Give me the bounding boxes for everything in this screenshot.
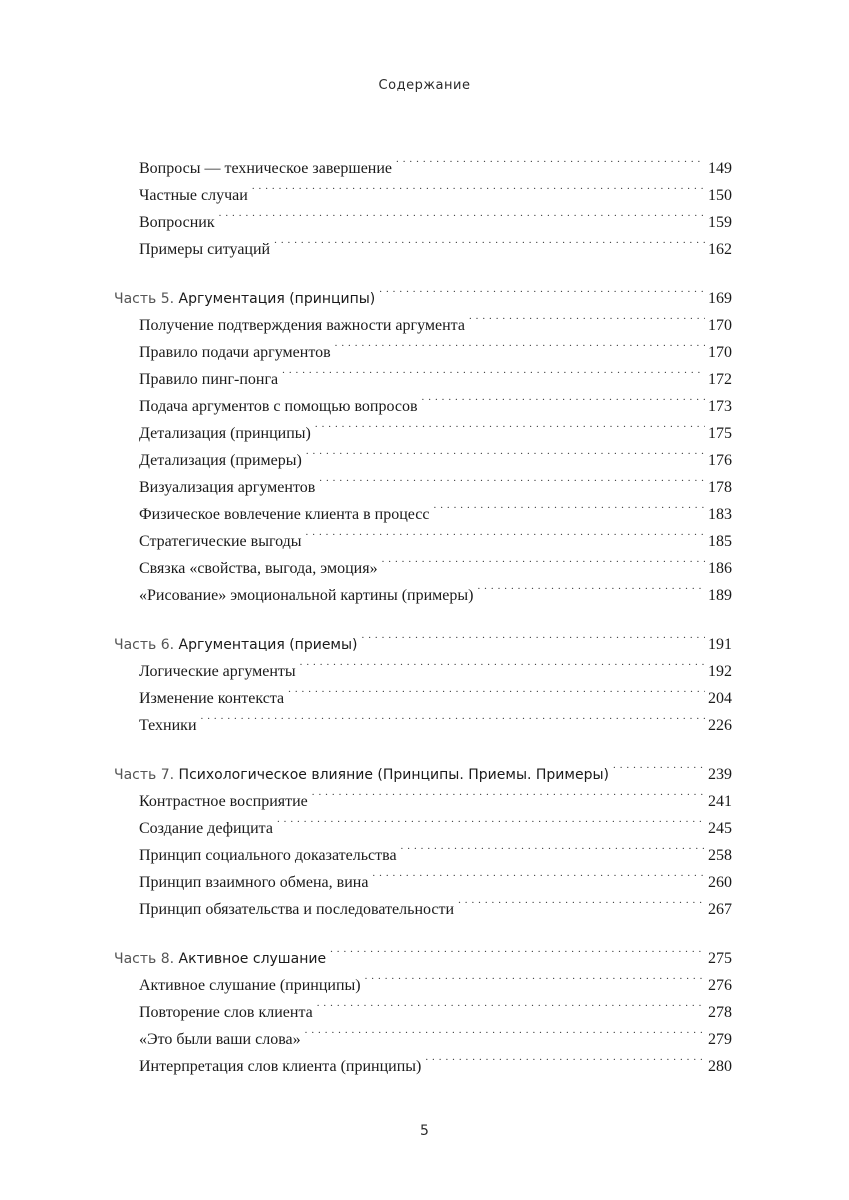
dot-leader (219, 200, 705, 227)
toc-entry-page: 204 (708, 690, 732, 707)
toc-part-page: 239 (708, 766, 732, 783)
toc-entry-title: Вопросы — техническое завершение (139, 160, 393, 177)
running-head-title: Содержание (378, 78, 471, 93)
toc-entry-title: Примеры ситуаций (139, 241, 271, 258)
toc-part-name: Аргументация (приемы) (178, 637, 358, 653)
dot-leader (425, 1044, 705, 1071)
toc-entry-title: Подача аргументов с помощью вопросов (139, 398, 418, 415)
dot-leader (315, 411, 705, 438)
toc-part-title (114, 286, 379, 313)
toc-entry-page: 150 (708, 187, 732, 204)
toc-entry-title: Стратегические выгоды (139, 533, 302, 550)
toc-entry-page: 278 (708, 1004, 732, 1021)
dot-leader (312, 779, 705, 806)
dot-leader (277, 806, 705, 833)
toc-entry-title: Принцип взаимного обмена, вина (139, 874, 369, 891)
dot-leader (288, 676, 705, 703)
toc-part-name: Активное слушание (178, 951, 327, 967)
dot-leader (319, 465, 705, 492)
toc-part-page: 169 (708, 290, 732, 307)
toc-part-heading[interactable] (114, 936, 732, 967)
toc-entry-page: 170 (708, 344, 732, 361)
dot-leader (305, 1017, 705, 1044)
dot-leader (422, 384, 705, 411)
dot-leader (382, 546, 705, 573)
dot-leader (274, 227, 705, 254)
dot-leader (613, 752, 705, 779)
toc-entry-page: 189 (708, 587, 732, 604)
toc-entry-title: Интерпретация слов клиента (принципы) (139, 1058, 422, 1075)
toc-entry-page: 170 (708, 317, 732, 334)
toc-entry-title: «Это были ваши слова» (139, 1031, 301, 1048)
dot-leader (317, 990, 705, 1017)
toc-part-prefix: Часть 8. (114, 951, 175, 967)
dot-leader (477, 573, 705, 600)
toc-entry-title: Принцип социального доказательства (139, 847, 397, 864)
toc-part-prefix: Часть 6. (114, 637, 175, 653)
toc-entry-title: Визуализация аргументов (139, 479, 316, 496)
toc-entry-title: Логические аргументы (139, 663, 296, 680)
toc-entry-title: Детализация (примеры) (139, 452, 302, 469)
toc-entry-title: Вопросник (139, 214, 215, 231)
toc-entry-title: Техники (139, 717, 197, 734)
toc-part-prefix: Часть 5. (114, 291, 175, 307)
toc-entry-title: Частные случаи (139, 187, 248, 204)
dot-leader (201, 703, 705, 730)
dot-leader (362, 622, 705, 649)
dot-leader (379, 276, 705, 303)
toc-part-page: 191 (708, 636, 732, 653)
toc-entry-title: Изменение контекста (139, 690, 285, 707)
toc-entry-page: 258 (708, 847, 732, 864)
dot-leader (458, 887, 705, 914)
dot-leader (401, 833, 705, 860)
dot-leader (469, 303, 705, 330)
toc-entry[interactable] (114, 146, 732, 177)
toc-entry-title: Контрастное восприятие (139, 793, 308, 810)
toc-entry-title: Правило пинг-понга (139, 371, 279, 388)
dot-leader (372, 860, 705, 887)
toc-entry-page: 162 (708, 241, 732, 258)
toc-entry-title: Физическое вовлечение клиента в процесс (139, 506, 430, 523)
table-of-contents (114, 146, 732, 1075)
section-gap (114, 730, 732, 752)
toc-entry[interactable] (114, 703, 732, 734)
toc-part-prefix: Часть 7. (114, 767, 175, 783)
dot-leader (306, 438, 705, 465)
toc-entry-page: 192 (708, 663, 732, 680)
toc-entry-page: 241 (708, 793, 732, 810)
toc-part-name: Психологическое влияние (Принципы. Приемы. Примеры) (178, 767, 609, 783)
toc-entry-page: 173 (708, 398, 732, 415)
dot-leader (252, 173, 705, 200)
toc-entry-title: Связка «свойства, выгода, эмоция» (139, 560, 378, 577)
dot-leader (282, 357, 705, 384)
toc-entry-page: 226 (708, 717, 732, 734)
toc-entry-page: 280 (708, 1058, 732, 1075)
toc-entry-page: 172 (708, 371, 732, 388)
toc-part-heading[interactable] (114, 276, 732, 307)
toc-part-heading[interactable] (114, 752, 732, 783)
page-number: 5 (420, 1123, 429, 1139)
toc-entry-title: Получение подтверждения важности аргумента (139, 317, 465, 334)
dot-leader (300, 649, 705, 676)
dot-leader (365, 963, 705, 990)
toc-entry-page: 159 (708, 214, 732, 231)
toc-entry-page: 176 (708, 452, 732, 469)
toc-part-name: Аргументация (принципы) (178, 291, 376, 307)
toc-entry-page: 245 (708, 820, 732, 837)
toc-part-page: 275 (708, 950, 732, 967)
toc-entry-page: 260 (708, 874, 732, 891)
toc-entry-page: 267 (708, 901, 732, 918)
toc-entry-title: Принцип обязательства и последовательности (139, 901, 455, 918)
toc-entry-page: 149 (708, 160, 732, 177)
toc-part-heading[interactable] (114, 622, 732, 653)
dot-leader (396, 146, 705, 173)
toc-entry-page: 186 (708, 560, 732, 577)
toc-part-title (114, 946, 330, 973)
toc-entry-page: 183 (708, 506, 732, 523)
dot-leader (306, 519, 705, 546)
dot-leader (330, 936, 705, 963)
toc-entry-page: 279 (708, 1031, 732, 1048)
toc-entry-title: Повторение слов клиента (139, 1004, 313, 1021)
toc-entry-title: Создание дефицита (139, 820, 273, 837)
dot-leader (335, 330, 705, 357)
toc-entry-title: Детализация (принципы) (139, 425, 311, 442)
toc-entry-title: Правило подачи аргументов (139, 344, 331, 361)
toc-entry-title: Активное слушание (принципы) (139, 977, 361, 994)
toc-entry-page: 185 (708, 533, 732, 550)
toc-entry-page: 175 (708, 425, 732, 442)
dot-leader (434, 492, 706, 519)
toc-entry-page: 276 (708, 977, 732, 994)
toc-entry-title: «Рисование» эмоциональной картины (примеры) (139, 587, 474, 604)
toc-entry-page: 178 (708, 479, 732, 496)
